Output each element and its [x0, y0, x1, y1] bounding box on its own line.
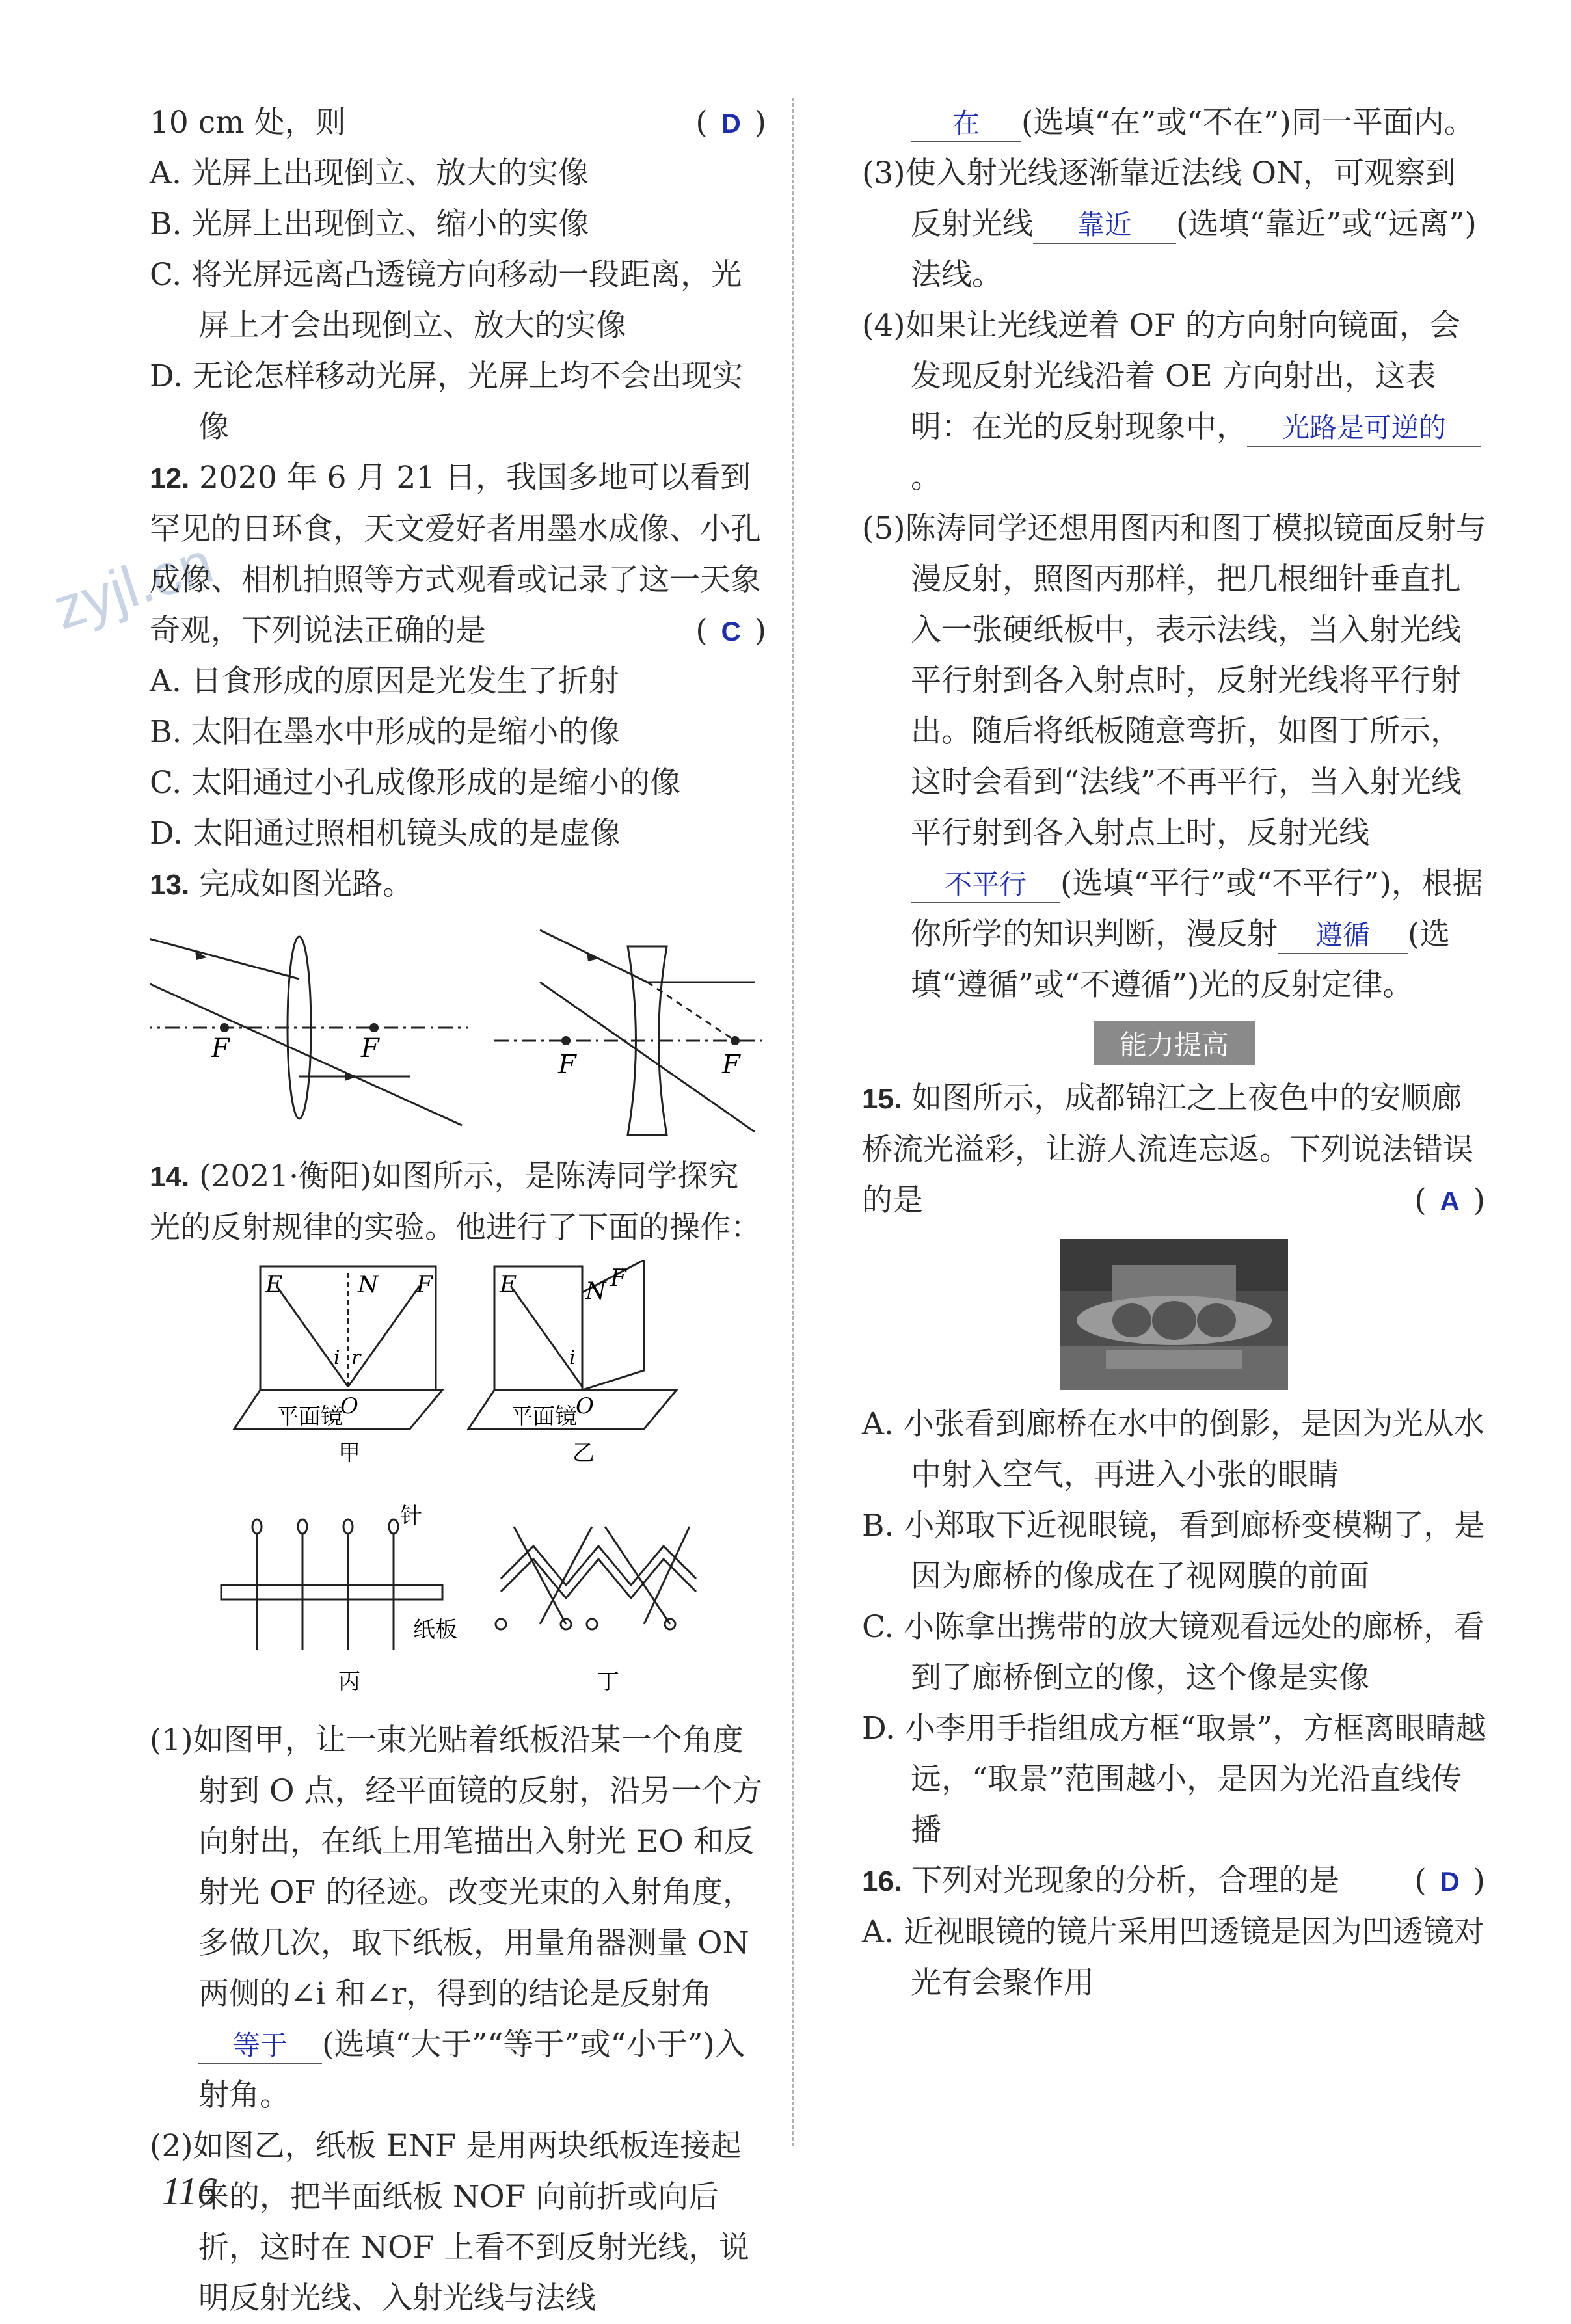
q14-part5-answer2: 遵循 [1315, 920, 1370, 950]
reflection-experiment-figure [150, 1260, 768, 1709]
label-yi: 乙 [572, 1440, 595, 1466]
q13-focus-label: F [211, 1034, 230, 1063]
q12-option-a: A. 日食形成的原因是光发生了折射 [150, 663, 619, 699]
label-ding: 丁 [597, 1669, 619, 1695]
q14-part4-answer: 光路是可逆的 [1282, 412, 1446, 443]
bridge-night-photo [1060, 1239, 1288, 1390]
board-bing [221, 1585, 442, 1599]
q14-part3-answer: 靠近 [1077, 209, 1132, 240]
q16-option-a: A. 近视眼镜的镜片采用凹透镜是因为凹透镜对光有会聚作用 [862, 1914, 1484, 2001]
q12-stem: 12. 2020 年 6 月 21 日，我国多地可以看到罕见的日环食，天文爱好者用墨水成像、小孔成像、相机拍照等方式观看或记录了这一天象奇观，下列说法正确的是 ( C ) [150, 453, 768, 656]
q15-answer: A [1440, 1186, 1461, 1216]
q11-option-d: D. 无论怎样移动光屏，光屏上均不会出现实像 [150, 358, 743, 445]
q12-option-c: C. 太阳通过小孔成像形成的是缩小的像 [150, 765, 681, 801]
q15-option-b: B. 小郑取下近视眼镜，看到廊桥变模糊了，是因为廊桥的像成在了视网膜的前面 [862, 1508, 1485, 1594]
label-mirror: 平面镜 [511, 1404, 577, 1430]
q13-stem: 13. 完成如图光路。 [150, 866, 414, 902]
q14-reflection-diagrams [150, 1260, 768, 1709]
q14-part1: (1)如图甲，让一束光贴着纸板沿某一个角度射到 O 点，经平面镜的反射，沿另一个方向射出，在纸上用笔描出入射光 EO 和反射光 OF 的径迹。改变光束的入射角度，多做几次，取下纸板，用量角器测量 ON 两侧的∠i 和∠r，得到的结论是反射角等于 (选填“大于”“等于”或“小于”)入射角。 [150, 1722, 763, 2113]
q11-stem: 10 cm 处，则 ( D ) [150, 98, 768, 148]
column-divider [792, 98, 794, 2146]
q16-answer: D [1440, 1866, 1461, 1897]
q11-option-c: C. 将光屏远离凸透镜方向移动一段距离，光屏上才会出现倒立、放大的实像 [150, 257, 742, 343]
q14-part5: (5)陈涛同学还想用图丙和图丁模拟镜面反射与漫反射，照图丙那样，把几根细针垂直扎入一张硬纸板中，表示法线，当入射光线平行射到各入射点时，反射光线将平行射出。随后将纸板随意弯折，如图丁所示，这时会看到“法线”不再平行，当入射光线平行射到各入射点上时，反射光线不平行 (选填“平行”或“不平行”)，根据你所学的知识判断，漫反射 遵循 (选填“遵循”或“不遵循”)光的反射定律。 [862, 511, 1486, 1003]
q12-answer: C [721, 616, 742, 647]
q16-stem: 16. 下列对光现象的分析，合理的是 ( D ) [862, 1856, 1486, 1907]
q11-option-b: B. 光屏上出现倒立、缩小的实像 [150, 206, 589, 242]
label-i: i [569, 1346, 576, 1369]
q14-part5-answer1: 不平行 [944, 869, 1027, 900]
label-o: O [340, 1393, 358, 1419]
q15-option-d: D. 小李用手指组成方框“取景”，方框离眼睛越远，“取景”范围越小，是因为光沿直线传播 [862, 1711, 1486, 1848]
left-column [150, 98, 768, 2324]
q15-option-a: A. 小张看到廊桥在水中的倒影，是因为光从水中射入空气，再进入小张的眼睛 [862, 1406, 1484, 1493]
q14-stem: 14. (2021·衡阳)如图所示，是陈涛同学探究光的反射规律的实验。他进行了下面的操作： [150, 1158, 761, 1246]
label-mirror: 平面镜 [276, 1404, 343, 1430]
label-o: O [576, 1393, 594, 1419]
q13-focus-label: F [558, 1050, 576, 1080]
page-number: 116 [161, 2170, 217, 2213]
q15-stem: 15. 如图所示，成都锦江之上夜色中的安顺廊桥流光溢彩，让游人流连忘返。下列说法错误的是 ( A ) [862, 1073, 1486, 1226]
q14-part2-answer: 在 [952, 108, 980, 139]
label-f: F [416, 1272, 433, 1298]
q12-option-b: B. 太阳在墨水中形成的是缩小的像 [150, 714, 620, 750]
q14-part1-answer: 等于 [232, 2030, 288, 2061]
label-bing: 丙 [338, 1669, 360, 1695]
q11-option-a: A. 光屏上出现倒立、放大的实像 [150, 155, 589, 191]
label-board: 纸板 [413, 1617, 457, 1643]
q15-option-c: C. 小陈拿出携带的放大镜观看远处的廊桥，看到了廊桥倒立的像，这个像是实像 [862, 1609, 1485, 1696]
label-n: N [358, 1272, 379, 1298]
label-r: r [351, 1346, 361, 1369]
q14-part4: (4)如果让光线逆着 OF 的方向射向镜面，会发现反射光线沿着 OE 方向射出，这表明：在光的反射现象中， 光路是可逆的。 [862, 301, 1486, 503]
q13-focus-label: F [722, 1050, 740, 1080]
label-n: N [585, 1278, 606, 1305]
q14-part2-cont: 在 (选填“在”或“不在”)同一平面内。 [862, 98, 1486, 148]
section-banner: 能力提高 [862, 1021, 1486, 1065]
q13-lens-diagrams [150, 917, 768, 1145]
q11-answer: D [721, 108, 742, 139]
q14-part3: (3)使入射光线逐渐靠近法线 ON，可观察到反射光线 靠近 (选填“靠近”或“远离”)法线。 [862, 155, 1477, 293]
label-e: E [265, 1272, 283, 1298]
q13-focus-label: F [361, 1034, 379, 1063]
label-f: F [610, 1265, 626, 1292]
right-column [862, 98, 1486, 2009]
q12-option-d: D. 太阳通过照相机镜头成的是虚像 [150, 816, 621, 851]
label-jia: 甲 [338, 1440, 360, 1466]
bent-board-ding [496, 1527, 696, 1629]
label-e: E [500, 1272, 517, 1298]
label-needle: 针 [400, 1503, 422, 1529]
watermark: zyjl.cn [46, 529, 221, 643]
label-i: i [334, 1346, 340, 1369]
q14-part2-start: (2)如图乙，纸板 ENF 是用两块纸板连接起来的，把半面纸板 NOF 向前折或向后折，这时在 NOF 上看不到反射光线，说明反射光线、入射光线与法线 [150, 2128, 750, 2316]
lens-ray-figure [150, 917, 768, 1145]
